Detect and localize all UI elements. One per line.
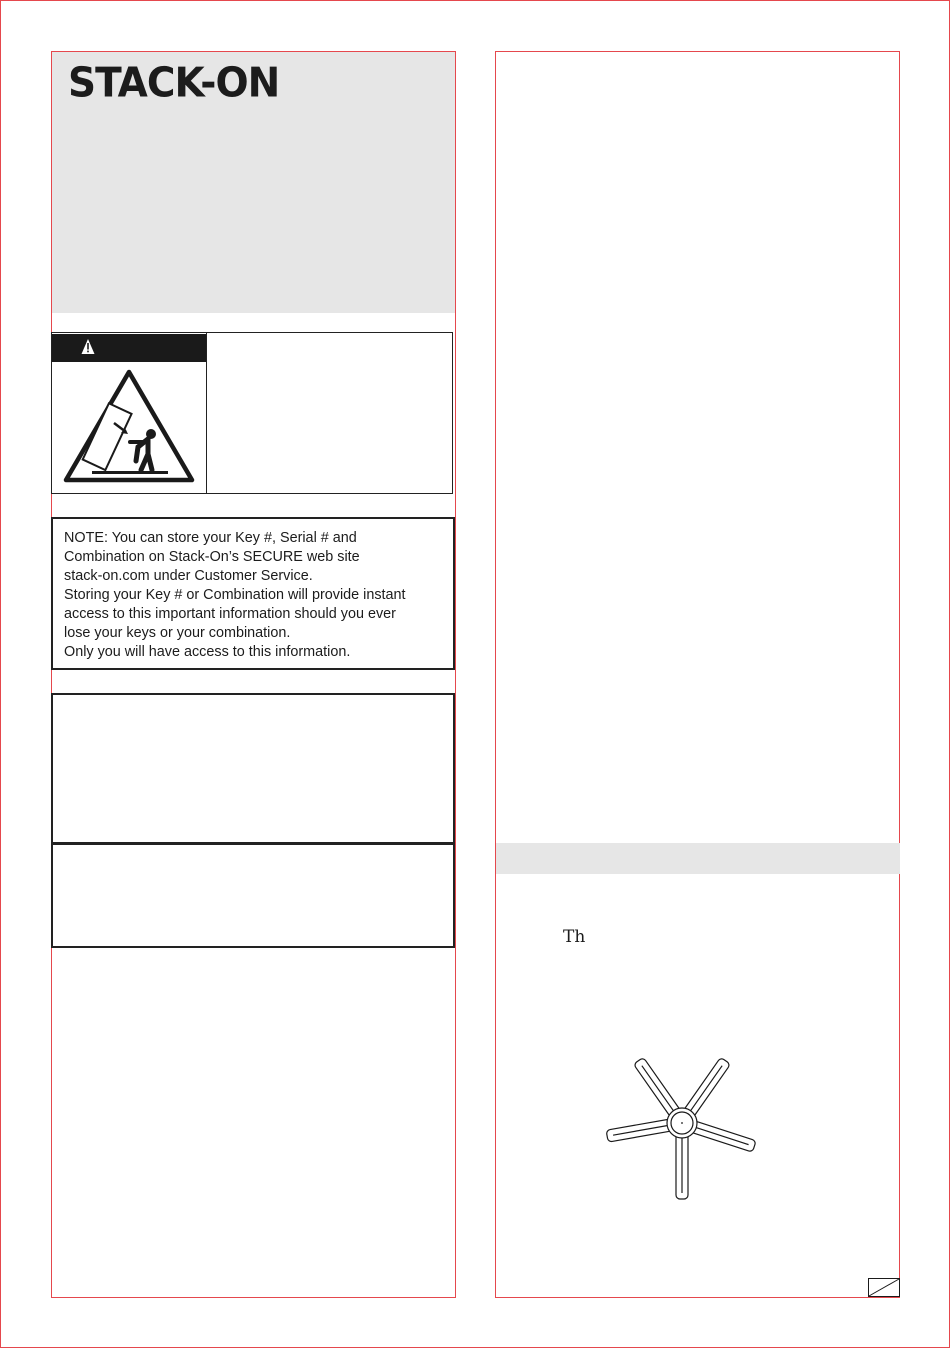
warning-divider xyxy=(206,333,207,494)
info-box-lower xyxy=(51,843,455,948)
tip-over-hazard-icon xyxy=(62,366,196,486)
chair-base-icon xyxy=(600,1045,765,1205)
section-band xyxy=(496,843,900,874)
note-line: Only you will have access to this information. xyxy=(64,644,351,660)
page-corner-mark xyxy=(868,1278,900,1297)
note-line: Storing your Key # or Combination will provide instant xyxy=(64,587,406,603)
info-box-upper xyxy=(51,693,455,844)
note-line: Combination on Stack-On’s SECURE web site xyxy=(64,549,360,565)
note-line: NOTE: You can store your Key #, Serial # and xyxy=(64,530,357,546)
note-box xyxy=(51,517,455,670)
note-line: stack-on.com under Customer Service. xyxy=(64,568,313,584)
warning-triangle-icon xyxy=(52,334,206,362)
warning-header xyxy=(52,334,206,362)
brand-logo: STACK-ON xyxy=(68,59,280,108)
note-line: lose your keys or your combination. xyxy=(64,625,291,641)
note-line: access to this important information should you ever xyxy=(64,606,396,622)
fragment-text: Th xyxy=(563,927,586,947)
